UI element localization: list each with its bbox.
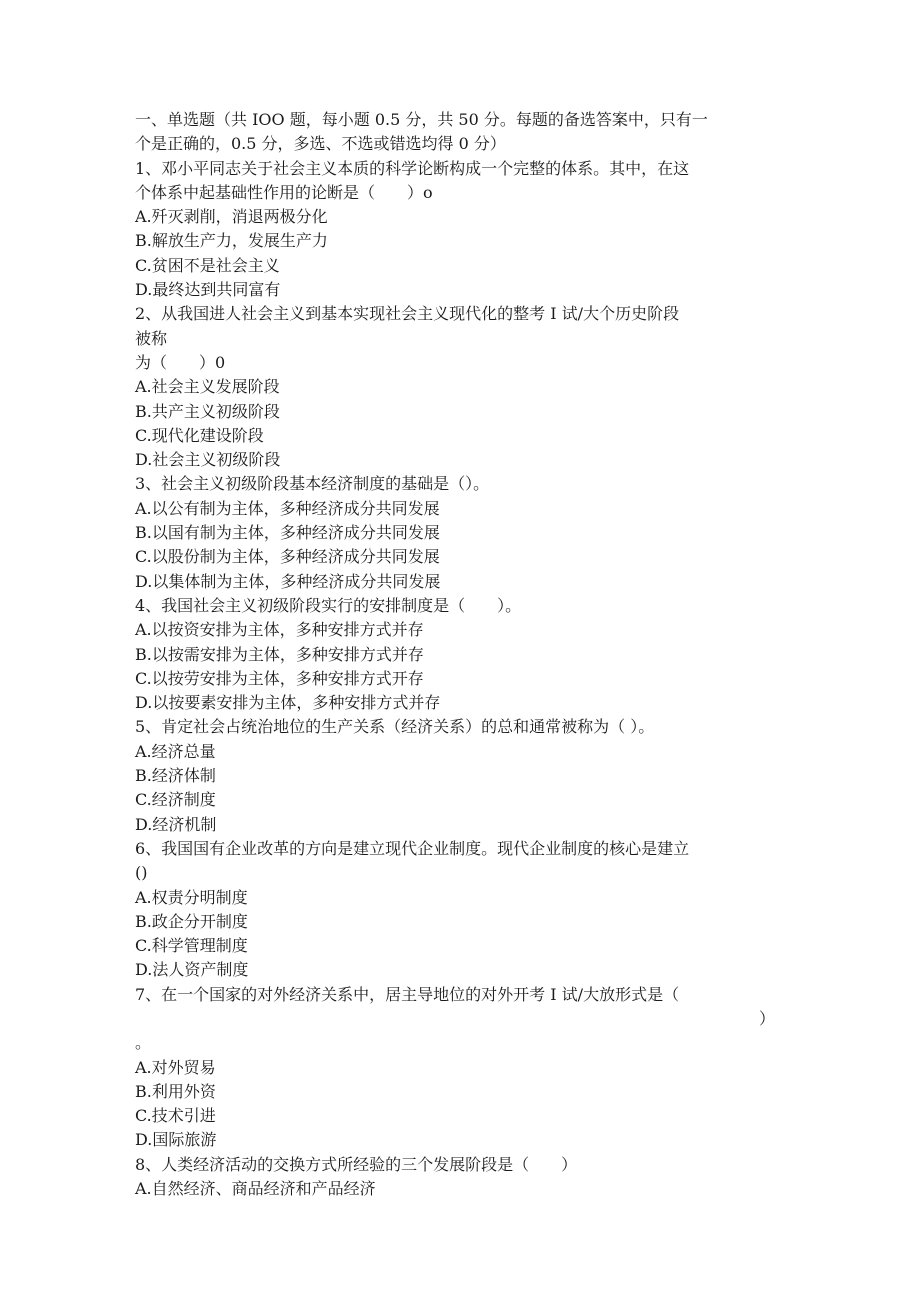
section-heading-line-1: 一、单选题（共 IOO 题，每小题 0.5 分，共 50 分。每题的备选答案中，只有一 [135, 110, 708, 129]
option-a: A.歼灭剥削，消退两极分化 [135, 207, 328, 227]
option-c: C.以按劳安排为主体，多种安排方式开存 [135, 668, 424, 688]
option-b: B.经济体制 [135, 766, 216, 786]
question-8 [135, 1153, 783, 1202]
question-stem: 被称 [135, 328, 168, 348]
question-stem: 个体系中起基础性作用的论断是（ ）o [135, 182, 433, 202]
option-b: B.以按需安排为主体，多种安排方式并存 [135, 644, 424, 664]
option-b: B.解放生产力，发展生产力 [135, 231, 328, 251]
question-4 [135, 594, 783, 715]
question-stem: () [135, 863, 148, 883]
option-b: B.政企分开制度 [135, 911, 248, 931]
question-stem: 6、我国国有企业改革的方向是建立现代企业制度。现代企业制度的核心是建立 [135, 838, 690, 858]
option-d: D.国际旅游 [135, 1130, 217, 1150]
option-b: B.以国有制为主体，多种经济成分共同发展 [135, 523, 440, 543]
question-1 [135, 157, 783, 303]
option-d: D.法人资产制度 [135, 960, 249, 980]
question-stem: 8、人类经济活动的交换方式所经验的三个发展阶段是（ ） [135, 1154, 578, 1174]
option-d: D.最终达到共同富有 [135, 280, 281, 300]
option-a: A.权责分明制度 [135, 887, 248, 907]
question-2 [135, 302, 783, 472]
option-c: C.科学管理制度 [135, 936, 248, 956]
question-6 [135, 837, 783, 983]
section-heading-line-2: 个是正确的，0.5 分，多选、不选或错选均得 0 分） [135, 134, 506, 154]
option-c: C.现代化建设阶段 [135, 425, 264, 445]
option-a: A.对外贸易 [135, 1057, 216, 1077]
question-7 [135, 983, 783, 1153]
question-stem: 4、我国社会主义初级阶段实行的安排制度是（ ）。 [135, 595, 522, 615]
option-a: A.经济总量 [135, 741, 216, 761]
question-stem: 5、肯定社会占统治地位的生产关系（经济关系）的总和通常被称为（ ）。 [135, 717, 655, 737]
option-c: C.技术引进 [135, 1106, 216, 1126]
question-stem: 2、从我国进人社会主义到基本实现社会主义现代化的整考 I 试/大个历史阶段 [135, 304, 680, 324]
option-a: A.社会主义发展阶段 [135, 377, 280, 397]
question-stem: ） [758, 1008, 775, 1028]
option-d: D.经济机制 [135, 814, 217, 834]
question-stem: 1、邓小平同志关于社会主义本质的科学论断构成一个完整的体系。其中，在这 [135, 158, 690, 178]
option-d: D.社会主义初级阶段 [135, 450, 281, 470]
question-5 [135, 715, 783, 836]
question-stem: 为（ ）0 [135, 352, 226, 372]
option-a: A.以公有制为主体，多种经济成分共同发展 [135, 498, 440, 518]
option-b: B.共产主义初级阶段 [135, 401, 280, 421]
option-a: A.以按资安排为主体，多种安排方式并存 [135, 620, 424, 640]
option-b: B.利用外资 [135, 1081, 216, 1101]
option-c: C.贫困不是社会主义 [135, 255, 280, 275]
question-stem: 3、社会主义初级阶段基本经济制度的基础是（）。 [135, 474, 490, 494]
option-c: C.以股份制为主体，多种经济成分共同发展 [135, 547, 440, 567]
option-d: D.以集体制为主体，多种经济成分共同发展 [135, 571, 441, 591]
question-stem: 7、在一个国家的对外经济关系中，居主导地位的对外开考 I 试/大放形式是（ [135, 984, 680, 1004]
question-stem: 。 [135, 1033, 152, 1053]
option-a: A.自然经济、商品经济和产品经济 [135, 1179, 376, 1199]
exam-content [135, 108, 783, 1201]
question-3 [135, 472, 783, 593]
option-d: D.以按要素安排为主体，多种安排方式并存 [135, 693, 441, 713]
option-c: C.经济制度 [135, 790, 216, 810]
